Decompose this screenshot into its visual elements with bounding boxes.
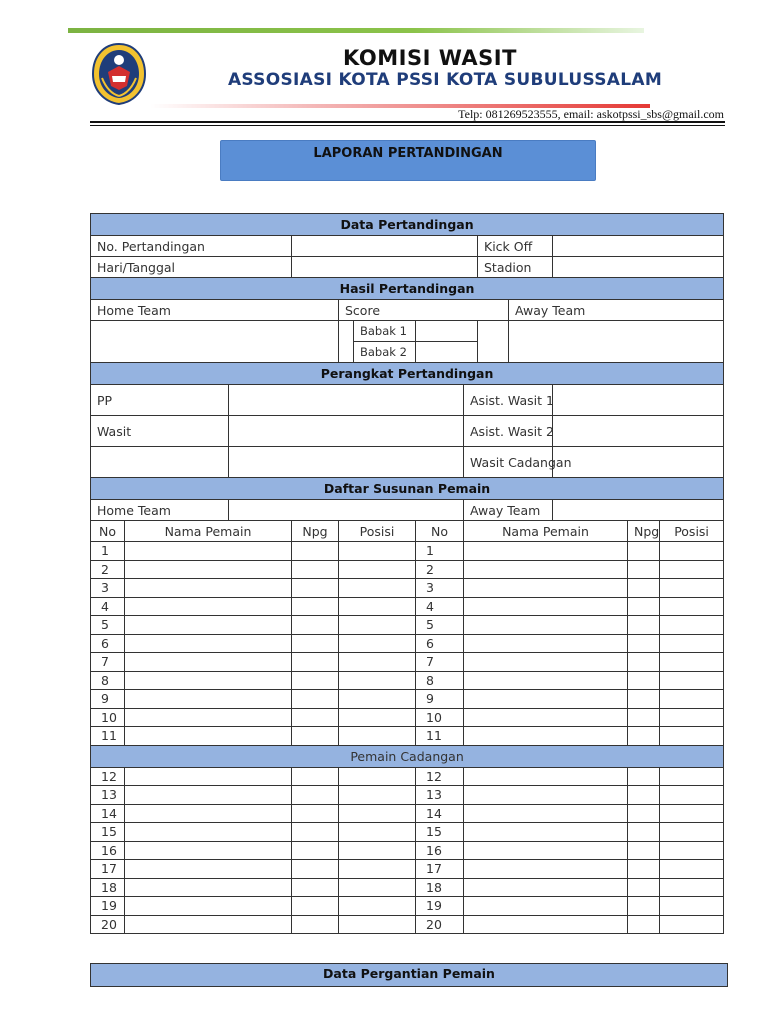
player-npg-home[interactable] [292,878,339,897]
player-name-away[interactable] [464,823,628,842]
player-npg-home[interactable] [292,897,339,916]
player-name-home[interactable] [125,878,292,897]
player-npg-home[interactable] [292,542,339,561]
player-name-away[interactable] [464,597,628,616]
player-npg-home[interactable] [292,634,339,653]
header-subtitle: ASSOSIASI KOTA PSSI KOTA SUBULUSSALAM [227,70,663,90]
player-name-away[interactable] [464,915,628,934]
player-npg-home[interactable] [292,804,339,823]
player-no-home: 4 [91,597,125,616]
player-npg-away[interactable] [628,671,660,690]
player-no-home: 10 [91,708,125,727]
player-posisi-away[interactable] [660,841,724,860]
label-wasit: Wasit [91,416,229,447]
field-score-away[interactable] [478,321,509,363]
match-report-form [90,213,724,934]
player-no-home: 12 [91,767,125,786]
player-posisi-away[interactable] [660,597,724,616]
player-row [91,727,724,746]
player-name-home[interactable] [125,560,292,579]
player-name-away[interactable] [464,897,628,916]
player-posisi-home[interactable] [339,823,416,842]
section-hasil-pertandingan: Hasil Pertandingan [91,278,724,300]
field-babak-1[interactable] [416,321,478,342]
player-posisi-away[interactable] [660,653,724,672]
label-babak-2: Babak 2 [354,342,416,363]
player-npg-home[interactable] [292,727,339,746]
player-posisi-home[interactable] [339,542,416,561]
player-no-home: 5 [91,616,125,635]
player-name-home[interactable] [125,634,292,653]
label-pp: PP [91,385,229,416]
player-no-home: 1 [91,542,125,561]
player-posisi-home[interactable] [339,727,416,746]
col-header-posisi: Posisi [660,521,724,542]
header-title: KOMISI WASIT [343,46,517,70]
player-no-away: 17 [416,860,464,879]
player-npg-away[interactable] [628,653,660,672]
field-babak-2[interactable] [416,342,478,363]
field-asist-wasit-2[interactable] [553,416,724,447]
player-no-away: 14 [416,804,464,823]
field-score-home[interactable] [339,321,354,363]
player-no-away: 6 [416,634,464,653]
player-posisi-away[interactable] [660,634,724,653]
player-name-home[interactable] [125,804,292,823]
field-no-pertandingan[interactable] [292,236,478,257]
section-data-pertandingan: Data Pertandingan [91,214,724,236]
col-header-no: No [91,521,125,542]
player-npg-home[interactable] [292,841,339,860]
player-posisi-away[interactable] [660,915,724,934]
player-posisi-away[interactable] [660,786,724,805]
player-posisi-away[interactable] [660,560,724,579]
header-contact: Telp: 081269523555, email: askotpssi_sbs@gmail.com [458,107,724,121]
player-name-home[interactable] [125,727,292,746]
player-posisi-home[interactable] [339,579,416,598]
field-away-team[interactable] [509,321,724,363]
player-no-away: 9 [416,690,464,709]
player-posisi-away[interactable] [660,878,724,897]
field-hari-tanggal[interactable] [292,257,478,278]
player-no-away: 10 [416,708,464,727]
label-kick-off: Kick Off [478,236,553,257]
player-row [91,804,724,823]
player-row [91,597,724,616]
player-npg-home[interactable] [292,786,339,805]
player-posisi-home[interactable] [339,804,416,823]
field-asist-wasit-1[interactable] [553,385,724,416]
player-name-away[interactable] [464,841,628,860]
player-posisi-home[interactable] [339,897,416,916]
player-name-away[interactable] [464,767,628,786]
player-row [91,560,724,579]
player-posisi-home[interactable] [339,841,416,860]
player-npg-away[interactable] [628,823,660,842]
player-npg-away[interactable] [628,860,660,879]
label-home-team-lineup: Home Team [91,500,229,521]
player-no-away: 7 [416,653,464,672]
player-no-home: 17 [91,860,125,879]
player-posisi-home[interactable] [339,634,416,653]
field-extra-value[interactable] [229,447,464,478]
player-name-home[interactable] [125,915,292,934]
player-npg-away[interactable] [628,915,660,934]
player-name-home[interactable] [125,597,292,616]
player-posisi-home[interactable] [339,653,416,672]
player-npg-away[interactable] [628,634,660,653]
col-header-npg: Npg [628,521,660,542]
field-pp[interactable] [229,385,464,416]
player-no-away: 1 [416,542,464,561]
player-npg-home[interactable] [292,823,339,842]
player-name-home[interactable] [125,841,292,860]
player-posisi-home[interactable] [339,708,416,727]
player-name-away[interactable] [464,671,628,690]
label-stadion: Stadion [478,257,553,278]
label-hari-tanggal: Hari/Tanggal [91,257,292,278]
player-npg-home[interactable] [292,767,339,786]
player-posisi-away[interactable] [660,860,724,879]
player-no-home: 16 [91,841,125,860]
player-posisi-home[interactable] [339,860,416,879]
col-header-npg: Npg [292,521,339,542]
player-no-away: 16 [416,841,464,860]
label-home-team: Home Team [91,300,339,321]
player-name-away[interactable] [464,878,628,897]
player-no-home: 7 [91,653,125,672]
header-rule [90,121,725,123]
field-kick-off[interactable] [553,236,724,257]
label-no-pertandingan: No. Pertandingan [91,236,292,257]
player-posisi-away[interactable] [660,804,724,823]
player-no-home: 6 [91,634,125,653]
player-npg-away[interactable] [628,560,660,579]
section-pemain-cadangan: Pemain Cadangan [91,745,724,767]
col-header-no: No [416,521,464,542]
player-row [91,767,724,786]
player-no-home: 19 [91,897,125,916]
player-no-home: 9 [91,690,125,709]
player-no-away: 5 [416,616,464,635]
player-name-home[interactable] [125,616,292,635]
col-header-nama: Nama Pemain [464,521,628,542]
player-posisi-away[interactable] [660,542,724,561]
player-row [91,897,724,916]
player-posisi-away[interactable] [660,727,724,746]
player-name-away[interactable] [464,804,628,823]
player-row [91,878,724,897]
field-home-team[interactable] [91,321,339,363]
section-perangkat-pertandingan: Perangkat Pertandingan [91,363,724,385]
player-posisi-home[interactable] [339,597,416,616]
player-npg-away[interactable] [628,542,660,561]
field-stadion[interactable] [553,257,724,278]
player-npg-home[interactable] [292,616,339,635]
player-name-away[interactable] [464,690,628,709]
label-away-team: Away Team [509,300,724,321]
field-home-team-lineup[interactable] [229,500,464,521]
player-no-away: 2 [416,560,464,579]
player-posisi-home[interactable] [339,915,416,934]
player-row [91,671,724,690]
player-npg-home[interactable] [292,579,339,598]
player-npg-away[interactable] [628,804,660,823]
field-extra-label[interactable] [91,447,229,478]
player-name-away[interactable] [464,708,628,727]
player-name-home[interactable] [125,579,292,598]
player-name-away[interactable] [464,579,628,598]
player-no-away: 20 [416,915,464,934]
player-posisi-away[interactable] [660,616,724,635]
player-row [91,841,724,860]
player-name-home[interactable] [125,786,292,805]
player-posisi-away[interactable] [660,823,724,842]
player-row [91,634,724,653]
player-posisi-home[interactable] [339,786,416,805]
report-title-box [220,140,596,181]
player-name-home[interactable] [125,708,292,727]
player-posisi-home[interactable] [339,767,416,786]
player-row [91,579,724,598]
player-row [91,542,724,561]
player-npg-home[interactable] [292,653,339,672]
player-name-away[interactable] [464,727,628,746]
player-row [91,786,724,805]
header-rule-thin [90,125,725,126]
player-npg-away[interactable] [628,616,660,635]
report-title: LAPORAN PERTANDINGAN [313,146,503,161]
player-name-home[interactable] [125,671,292,690]
label-babak-1: Babak 1 [354,321,416,342]
player-no-home: 15 [91,823,125,842]
player-name-home[interactable] [125,860,292,879]
player-npg-away[interactable] [628,579,660,598]
field-away-team-lineup[interactable] [553,500,724,521]
player-no-away: 8 [416,671,464,690]
subs-list [91,767,724,934]
col-header-posisi: Posisi [339,521,416,542]
player-no-home: 14 [91,804,125,823]
player-name-away[interactable] [464,634,628,653]
section-data-pergantian-title: Data Pergantian Pemain [323,966,495,981]
player-npg-away[interactable] [628,597,660,616]
player-npg-away[interactable] [628,897,660,916]
player-row [91,690,724,709]
player-name-home[interactable] [125,823,292,842]
player-name-home[interactable] [125,653,292,672]
player-no-home: 8 [91,671,125,690]
player-posisi-home[interactable] [339,560,416,579]
player-npg-away[interactable] [628,841,660,860]
player-npg-home[interactable] [292,860,339,879]
player-name-away[interactable] [464,616,628,635]
player-no-home: 11 [91,727,125,746]
player-no-home: 3 [91,579,125,598]
player-no-home: 18 [91,878,125,897]
player-posisi-away[interactable] [660,579,724,598]
label-score: Score [339,300,509,321]
player-row [91,915,724,934]
player-posisi-away[interactable] [660,708,724,727]
player-row [91,860,724,879]
player-name-home[interactable] [125,690,292,709]
section-daftar-susunan: Daftar Susunan Pemain [91,478,724,500]
label-asist-wasit-1: Asist. Wasit 1 [464,385,553,416]
player-npg-away[interactable] [628,690,660,709]
player-no-home: 2 [91,560,125,579]
player-posisi-home[interactable] [339,671,416,690]
player-no-away: 4 [416,597,464,616]
player-name-away[interactable] [464,653,628,672]
starters-list [91,542,724,746]
player-no-away: 11 [416,727,464,746]
player-name-home[interactable] [125,897,292,916]
player-row [91,708,724,727]
player-name-home[interactable] [125,542,292,561]
player-name-away[interactable] [464,786,628,805]
player-npg-home[interactable] [292,597,339,616]
header-green-bar [68,28,644,33]
player-posisi-away[interactable] [660,690,724,709]
player-npg-home[interactable] [292,690,339,709]
player-posisi-away[interactable] [660,767,724,786]
player-npg-home[interactable] [292,915,339,934]
player-row [91,823,724,842]
label-wasit-cadangan: Wasit Cadangan [464,447,553,478]
player-posisi-home[interactable] [339,878,416,897]
player-npg-away[interactable] [628,786,660,805]
player-npg-away[interactable] [628,767,660,786]
player-name-away[interactable] [464,542,628,561]
player-name-home[interactable] [125,767,292,786]
player-npg-away[interactable] [628,727,660,746]
player-posisi-away[interactable] [660,897,724,916]
player-npg-away[interactable] [628,878,660,897]
field-wasit[interactable] [229,416,464,447]
player-npg-away[interactable] [628,708,660,727]
player-posisi-away[interactable] [660,671,724,690]
player-no-away: 15 [416,823,464,842]
player-no-away: 3 [416,579,464,598]
player-no-away: 18 [416,878,464,897]
player-npg-home[interactable] [292,560,339,579]
player-row [91,616,724,635]
player-row [91,653,724,672]
pssi-logo [90,42,148,106]
player-posisi-home[interactable] [339,616,416,635]
player-name-away[interactable] [464,560,628,579]
player-name-away[interactable] [464,860,628,879]
label-asist-wasit-2: Asist. Wasit 2 [464,416,553,447]
label-away-team-lineup: Away Team [464,500,553,521]
player-posisi-home[interactable] [339,690,416,709]
player-no-home: 20 [91,915,125,934]
player-no-away: 13 [416,786,464,805]
player-no-away: 12 [416,767,464,786]
player-no-away: 19 [416,897,464,916]
player-npg-home[interactable] [292,671,339,690]
field-wasit-cadangan[interactable] [553,447,724,478]
col-header-nama: Nama Pemain [125,521,292,542]
player-npg-home[interactable] [292,708,339,727]
player-no-home: 13 [91,786,125,805]
section-data-pergantian [90,963,728,987]
